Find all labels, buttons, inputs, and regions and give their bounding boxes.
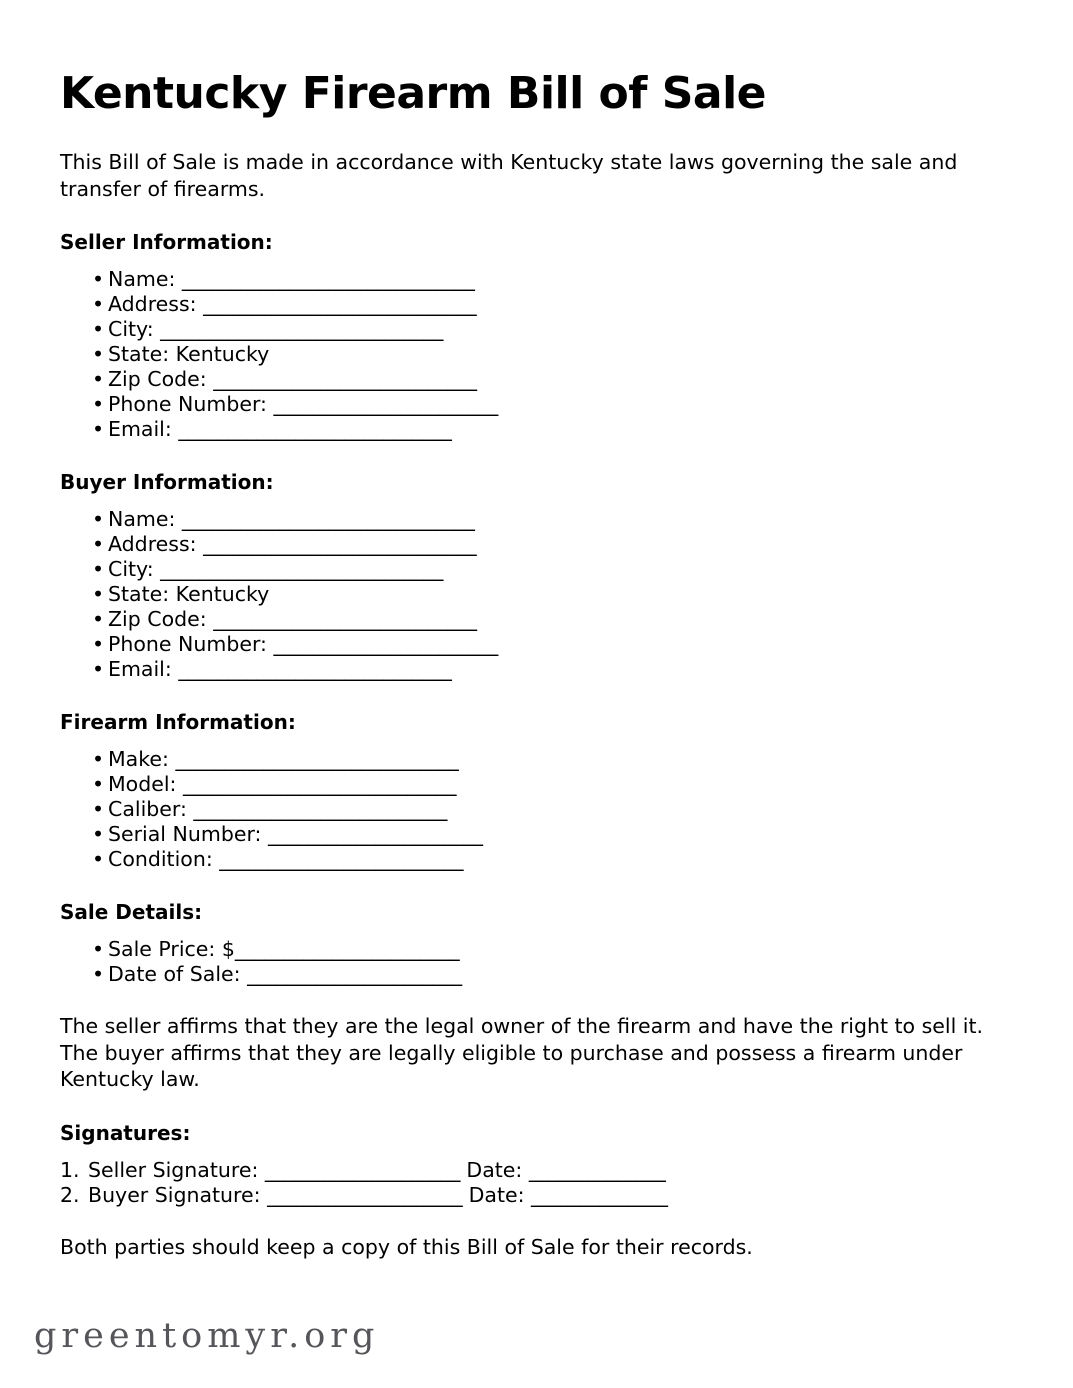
field-label: State: Kentucky [108,582,270,607]
field-blank: ____________________________ [178,657,452,682]
field-label: Address: [108,292,204,317]
list-item [60,797,1010,822]
list-item [60,822,1010,847]
site-watermark: greentomyr.org [34,1316,380,1356]
list-item [60,557,1010,582]
field-blank: _______________________ [273,392,498,417]
signature-blank: ____________________ [267,1183,463,1208]
field-label: Name: [108,267,182,292]
signature-label: Buyer Signature: [88,1183,268,1208]
field-label: City: [108,317,161,342]
date-blank: ______________ [531,1183,668,1208]
seller-information-heading: Seller Information: [60,230,273,255]
list-item [60,507,1010,532]
signature-label: Seller Signature: [88,1158,265,1183]
affirmation-paragraph: The seller affirms that they are the legal owner of the firearm and have the right to sell it. The buyer affirms that they are legally eligible to purchase and possess a firearm under Kentucky law. [60,1014,984,1092]
field-label: Caliber: [108,797,194,822]
field-blank: ___________________________ [213,607,477,632]
seller-fields-list [60,267,1010,442]
list-item [60,772,1010,797]
firearm-information-heading: Firearm Information: [60,710,296,735]
field-label: Zip Code: [108,607,214,632]
list-item [60,367,1010,392]
list-item [60,747,1010,772]
buyer-fields-list [60,507,1010,682]
field-label: Serial Number: [108,822,268,847]
field-blank: ____________________________ [178,417,452,442]
field-blank: _______________________ [234,937,460,962]
sale-details-fields-list [60,937,1010,987]
signature-list [60,1158,1010,1208]
list-item [60,632,1010,657]
field-blank: ______________________________ [181,267,475,292]
date-blank: ______________ [528,1158,666,1183]
field-label: Model: [108,772,183,797]
list-item [60,937,1010,962]
list-item [60,847,1010,872]
field-label: Date of Sale: [108,962,248,987]
field-label: Zip Code: [108,367,214,392]
field-label: Address: [108,532,204,557]
sale-details-heading: Sale Details: [60,900,203,925]
field-label: Email: [108,417,179,442]
list-item [60,342,1010,367]
field-blank: ______________________ [267,822,483,847]
field-blank: ____________________________ [203,532,477,557]
closing-paragraph: Both parties should keep a copy of this Bill of Sale for their records. [60,1235,753,1260]
list-item [60,657,1010,682]
field-blank: ___________________________ [213,367,477,392]
list-item [60,1183,1010,1208]
document-body [60,0,1010,1261]
field-label: Email: [108,657,179,682]
list-item [60,267,1010,292]
list-item [60,582,1010,607]
field-blank: _____________________________ [160,317,443,342]
list-item [60,317,1010,342]
list-item [60,417,1010,442]
signatures-heading: Signatures: [60,1121,191,1146]
field-blank: ____________________________ [203,292,477,317]
list-item [60,532,1010,557]
buyer-information-heading: Buyer Information: [60,470,274,495]
field-blank: ______________________________ [181,507,475,532]
list-item [60,607,1010,632]
list-item [60,392,1010,417]
field-blank: ______________________ [247,962,462,987]
field-blank: _____________________________ [160,557,443,582]
field-blank: ____________________________ [182,772,456,797]
field-label: State: Kentucky [108,342,270,367]
date-label: Date: [459,1158,529,1183]
page-title: Kentucky Firearm Bill of Sale [60,68,767,119]
date-label: Date: [462,1183,532,1208]
field-blank: _______________________ [273,632,498,657]
field-label: Condition: [108,847,220,872]
signature-blank: ____________________ [264,1158,460,1183]
field-blank: _________________________ [219,847,463,872]
field-label: Phone Number: [108,632,274,657]
firearm-fields-list [60,747,1010,872]
field-label: Name: [108,507,182,532]
list-item [60,962,1010,987]
field-label: Make: [108,747,176,772]
intro-paragraph: This Bill of Sale is made in accordance with Kentucky state laws governing the sale and transfer of firearms. [60,149,958,201]
field-blank: _____________________________ [175,747,459,772]
list-item [60,1158,1010,1183]
list-item [60,292,1010,317]
field-label: Phone Number: [108,392,274,417]
field-label: City: [108,557,161,582]
field-blank: __________________________ [193,797,447,822]
field-label: Sale Price: $ [108,937,235,962]
